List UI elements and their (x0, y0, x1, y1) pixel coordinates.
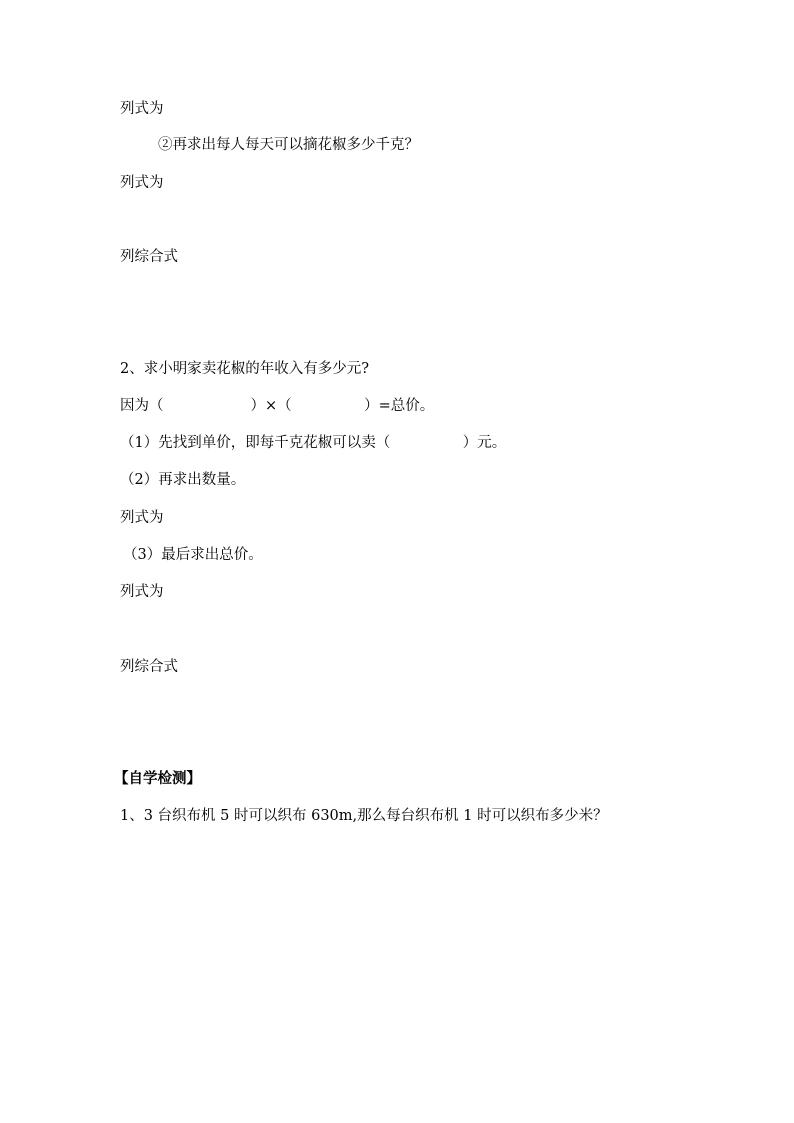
step-2: （2）再求出数量。 (120, 472, 246, 488)
step-1: （1）先找到单价，即每千克花椒可以卖（ ）元。 (120, 435, 507, 451)
combined-formula-label: 列综合式 (120, 249, 178, 265)
exercise-1: 1、3 台织布机 5 时可以织布 630m,那么每台织布机 1 时可以织布多少米？ (120, 808, 608, 824)
formula-label: 列式为 (120, 510, 164, 526)
total-price-relation: 因为（ ）×（ ）=总价。 (120, 398, 435, 414)
section-heading: 【自学检测】 (114, 770, 201, 787)
formula-label: 列式为 (120, 584, 164, 600)
step-3: （3）最后求出总价。 (123, 547, 263, 563)
question-2: 2、求小明家卖花椒的年收入有多少元? (120, 361, 369, 377)
sub-question-2: ②再求出每人每天可以摘花椒多少千克？ (158, 137, 419, 153)
combined-formula-label: 列综合式 (120, 659, 178, 675)
formula-label: 列式为 (120, 101, 164, 117)
formula-label: 列式为 (120, 175, 164, 191)
